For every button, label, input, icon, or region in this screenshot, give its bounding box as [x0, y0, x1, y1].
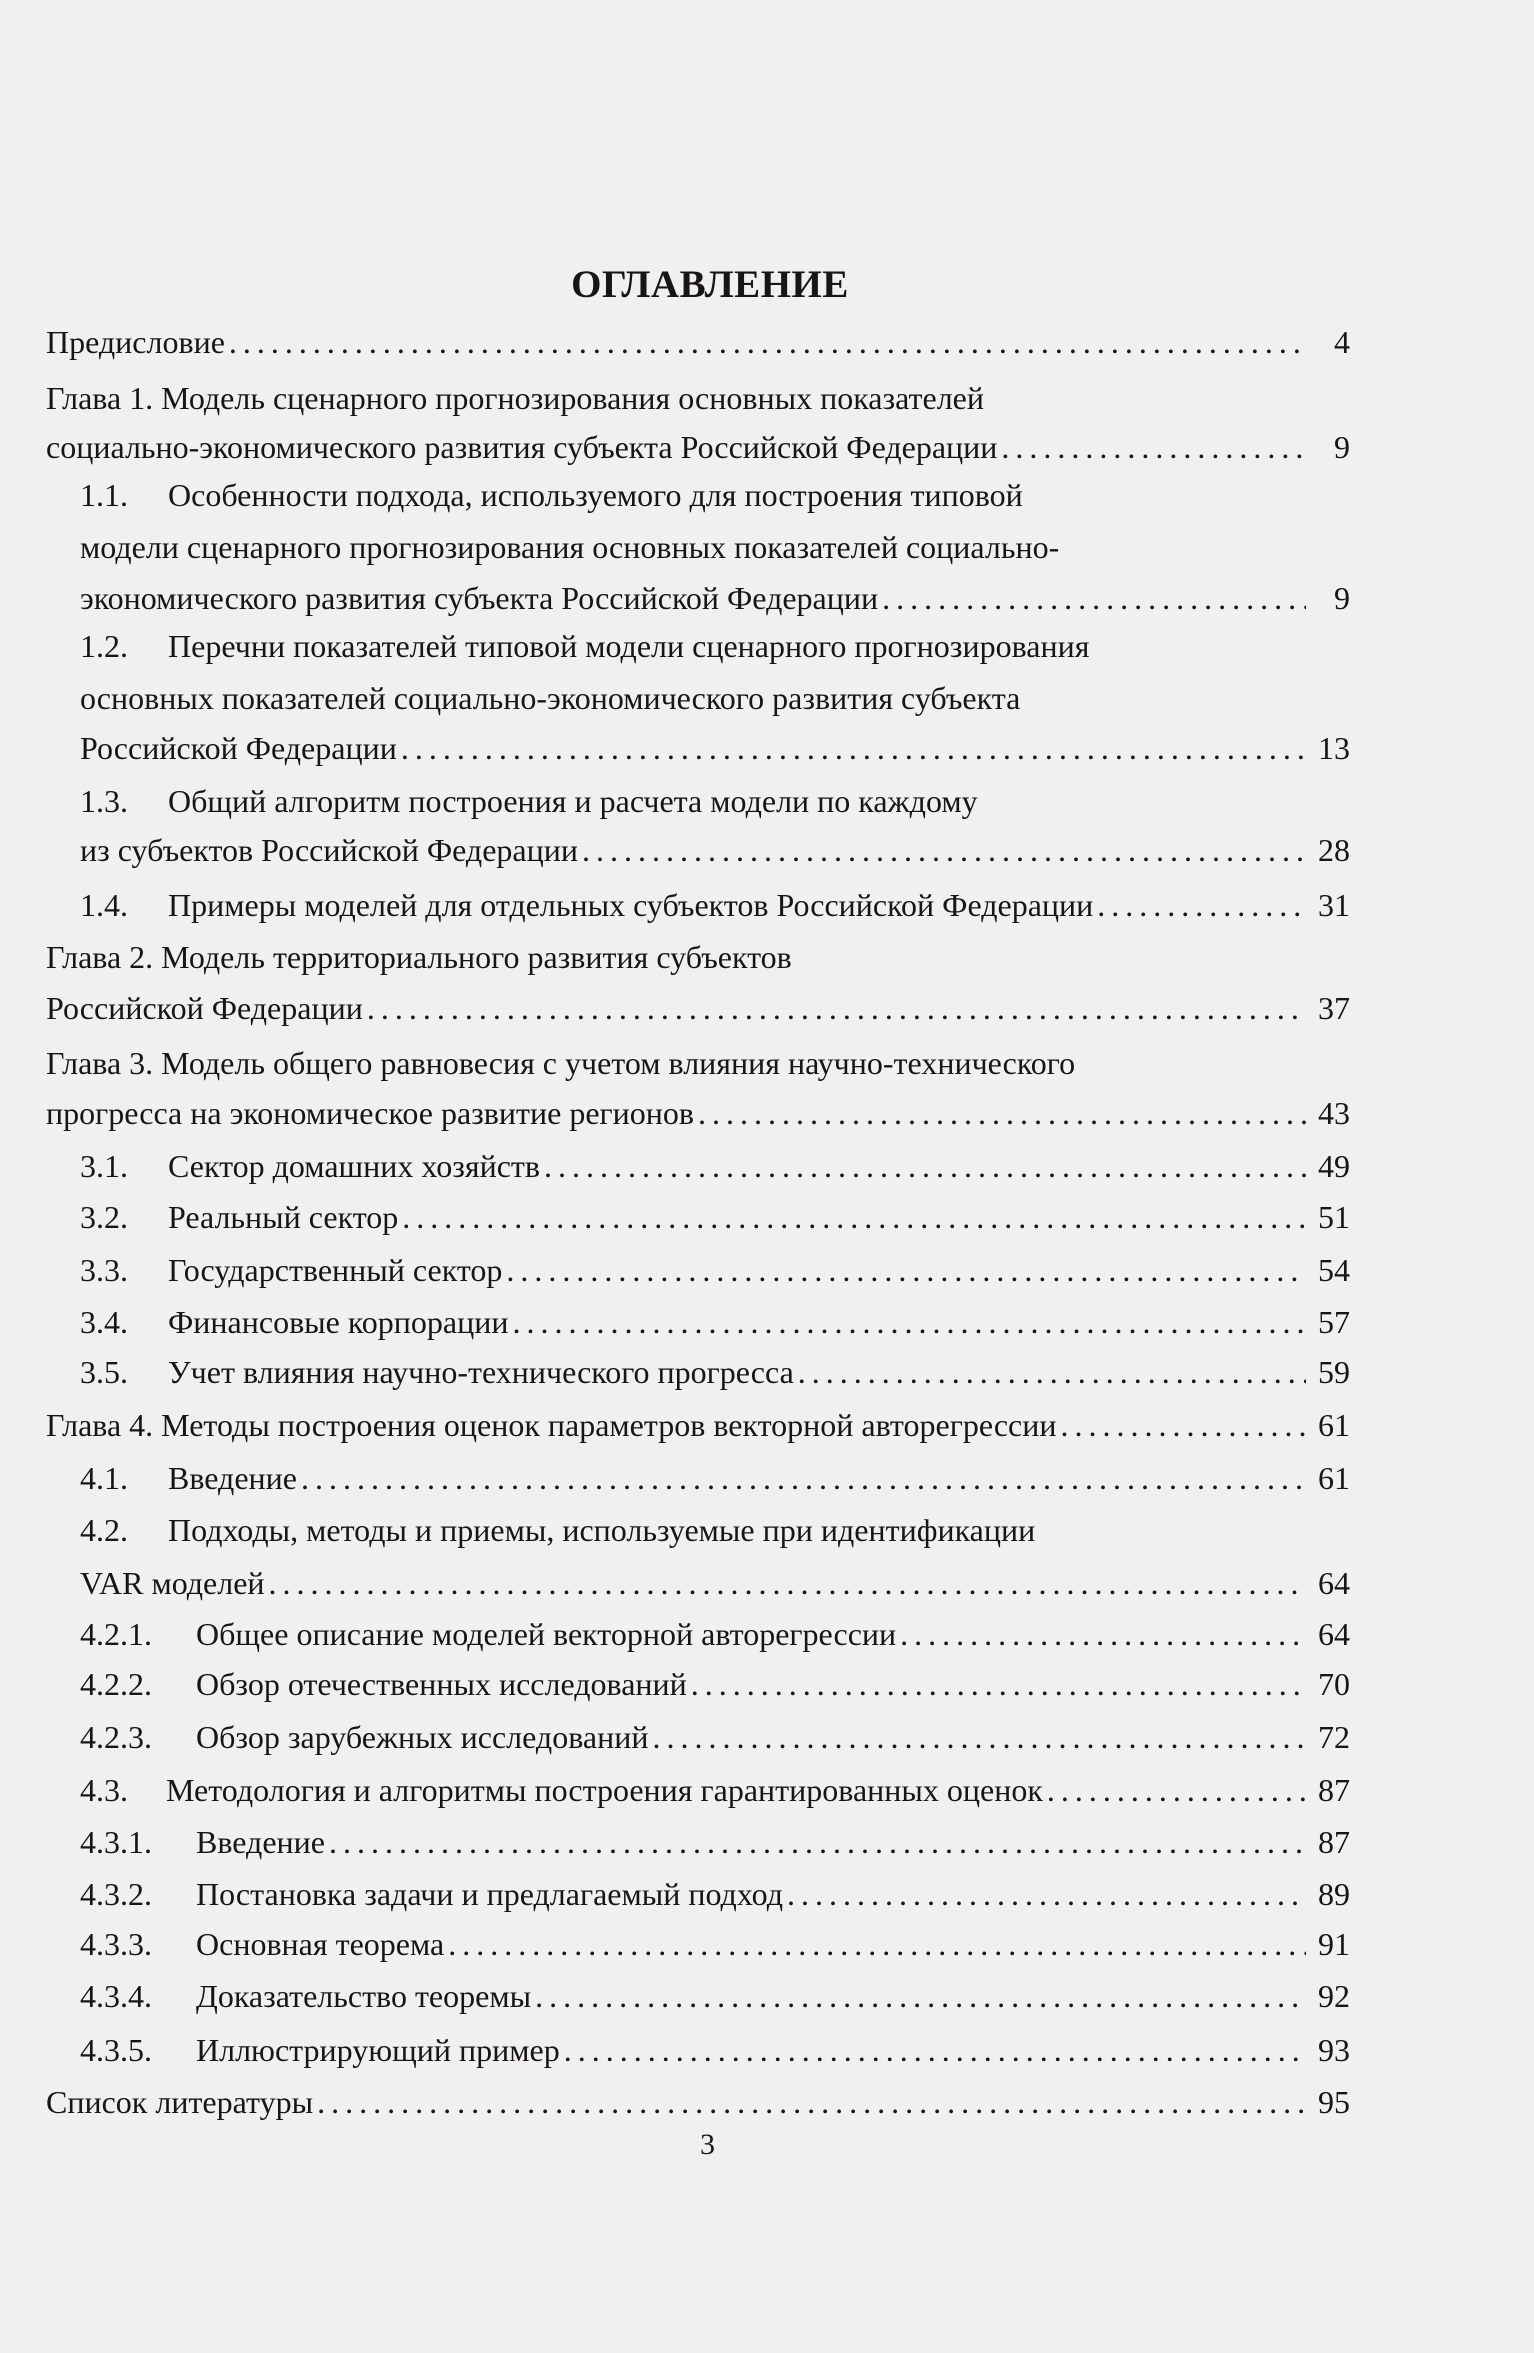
toc-entry-page: 95 [1318, 2084, 1350, 2120]
toc-entry-text: Постановка задачи и предлагаемый подход [196, 1876, 783, 1912]
toc-entry [80, 626, 1089, 666]
toc-entry [80, 1717, 1350, 1757]
toc-entry-text: Сектор домашних хозяйств [168, 1148, 540, 1184]
dot-leader [900, 1614, 1306, 1654]
toc-entry-page: 72 [1318, 1719, 1350, 1755]
toc-entry-text: Глава 1. Модель сценарного прогнозирования основных показателей [46, 380, 984, 416]
toc-entry-text: Подходы, методы и приемы, используемые при идентификации [168, 1512, 1036, 1548]
toc-entry [80, 1874, 1350, 1914]
toc-entry-number: 3.5. [80, 1354, 128, 1390]
page-number: 3 [700, 2128, 715, 2161]
toc-entry-text: Доказательство теоремы [196, 1978, 532, 2014]
toc-entry [46, 427, 1350, 467]
toc-entry-number: 4.3. [80, 1772, 128, 1808]
dot-leader [1097, 885, 1306, 925]
toc-entry-text: Глава 2. Модель территориального развития субъектов [46, 939, 792, 975]
toc-entry-number: 4.1. [80, 1460, 128, 1496]
toc-entry-text: Введение [168, 1460, 297, 1496]
toc-title: ОГЛАВЛЕНИЕ [571, 263, 849, 306]
dot-leader [1001, 427, 1306, 467]
toc-entry [80, 578, 1350, 618]
toc-entry-text: Методология и алгоритмы построения гарантированных оценок [166, 1772, 1043, 1808]
toc-entry-text: Обзор зарубежных исследований [196, 1719, 649, 1755]
dot-leader [401, 728, 1306, 768]
dot-leader [448, 1924, 1306, 1964]
toc-entry [80, 830, 1350, 870]
dot-leader [506, 1250, 1306, 1290]
toc-entry [46, 322, 1350, 362]
toc-entry-number: 4.2.2. [80, 1666, 152, 1702]
toc-entry [80, 885, 1350, 925]
toc-entry-page: 4 [1334, 324, 1350, 360]
toc-entry-page: 64 [1318, 1616, 1350, 1652]
toc-entry-text: Российской Федерации [80, 730, 397, 766]
dot-leader [402, 1197, 1306, 1237]
toc-entry-number: 3.1. [80, 1148, 128, 1184]
toc-entry [80, 475, 1023, 515]
toc-entry-text: основных показателей социально-экономического развития субъекта [80, 680, 1021, 716]
dot-leader [367, 988, 1306, 1028]
toc-entry-number: 4.3.5. [80, 2032, 152, 2068]
toc-entry-text: Финансовые корпорации [168, 1304, 509, 1340]
toc-entry-page: 13 [1318, 730, 1350, 766]
toc-entry [80, 1614, 1350, 1654]
toc-entry [80, 1770, 1350, 1810]
toc-entry [80, 1250, 1350, 1290]
toc-entry-number: 1.2. [80, 628, 128, 664]
toc-entry-number: 3.2. [80, 1199, 128, 1235]
toc-entry-text: модели сценарного прогнозирования основных показателей социально- [80, 529, 1060, 565]
toc-entry-page: 54 [1318, 1252, 1350, 1288]
dot-leader [1060, 1405, 1306, 1445]
toc-entry-page: 87 [1318, 1772, 1350, 1808]
toc-entry-text: Обзор отечественных исследований [196, 1666, 687, 1702]
dot-leader [798, 1352, 1306, 1392]
toc-entry-number: 3.3. [80, 1252, 128, 1288]
toc-entry-page: 43 [1318, 1095, 1350, 1131]
toc-entry-page: 28 [1318, 832, 1350, 868]
toc-entry-number: 4.2. [80, 1512, 128, 1548]
toc-entry-page: 51 [1318, 1199, 1350, 1235]
toc-entry [80, 781, 978, 821]
dot-leader [1047, 1770, 1306, 1810]
dot-leader [544, 1146, 1306, 1186]
toc-entry [80, 1664, 1350, 1704]
toc-entry-number: 4.3.2. [80, 1876, 152, 1912]
toc-entry-text: Список литературы [46, 2084, 314, 2120]
toc-entry-page: 87 [1318, 1824, 1350, 1860]
toc-entry [80, 728, 1350, 768]
toc-entry-text: Введение [196, 1824, 325, 1860]
toc-entry-page: 93 [1318, 2032, 1350, 2068]
toc-entry-text: Общий алгоритм построения и расчета модели по каждому [168, 783, 978, 819]
toc-entry-number: 4.2.3. [80, 1719, 152, 1755]
dot-leader [787, 1874, 1306, 1914]
dot-leader [652, 1717, 1306, 1757]
toc-entry-number: 3.4. [80, 1304, 128, 1340]
toc-entry-text: Учет влияния научно-технического прогресса [168, 1354, 794, 1390]
toc-entry-text: Перечни показателей типовой модели сценарного прогнозирования [168, 628, 1090, 664]
toc-entry-page: 64 [1318, 1565, 1350, 1601]
toc-entry-number: 1.3. [80, 783, 128, 819]
toc-entry [80, 1976, 1350, 2016]
toc-entry-number: 4.3.1. [80, 1824, 152, 1860]
toc-entry-number: 1.1. [80, 477, 128, 513]
toc-entry-page: 61 [1318, 1407, 1350, 1443]
toc-entry-text: Глава 4. Методы построения оценок параметров векторной авторегрессии [46, 1407, 1057, 1443]
toc-entry-page: 70 [1318, 1666, 1350, 1702]
toc-entry-text: Глава 3. Модель общего равновесия с учетом влияния научно-технического [46, 1045, 1076, 1081]
dot-leader [269, 1563, 1306, 1603]
toc-entry-number: 4.3.3. [80, 1926, 152, 1962]
toc-entry-page: 49 [1318, 1148, 1350, 1184]
toc-entry-text: VAR моделей [80, 1565, 265, 1601]
toc-entry [46, 988, 1350, 1028]
toc-entry-text: Общее описание моделей векторной авторегрессии [196, 1616, 897, 1652]
toc-entry [80, 1146, 1350, 1186]
toc-entry-text: социально-экономического развития субъекта Российской Федерации [46, 429, 998, 465]
toc-entry [46, 2082, 1350, 2122]
toc-entry-text: из субъектов Российской Федерации [80, 832, 578, 868]
toc-entry-number: 1.4. [80, 887, 128, 923]
dot-leader [698, 1093, 1306, 1133]
toc-entry [46, 1043, 1075, 1083]
dot-leader [564, 2030, 1306, 2070]
toc-entry [46, 1405, 1350, 1445]
toc-entry-number: 4.3.4. [80, 1978, 152, 2014]
dot-leader [582, 830, 1306, 870]
toc-entry-page: 59 [1318, 1354, 1350, 1390]
toc-entry-page: 9 [1334, 429, 1350, 465]
toc-entry-page: 91 [1318, 1926, 1350, 1962]
toc-entry-text: Примеры моделей для отдельных субъектов Российской Федерации [168, 887, 1094, 923]
dot-leader [301, 1458, 1306, 1498]
dot-leader [317, 2082, 1306, 2122]
toc-entry [80, 1302, 1350, 1342]
toc-entry-text: Предисловие [46, 324, 225, 360]
toc-entry-page: 57 [1318, 1304, 1350, 1340]
toc-entry-text: Особенности подхода, используемого для построения типовой [168, 477, 1023, 513]
dot-leader [535, 1976, 1306, 2016]
toc-entry-page: 89 [1318, 1876, 1350, 1912]
toc-entry-page: 31 [1318, 887, 1350, 923]
toc-entry-page: 92 [1318, 1978, 1350, 2014]
toc-entry-page: 61 [1318, 1460, 1350, 1496]
toc-entry [80, 1510, 1035, 1550]
dot-leader [229, 322, 1306, 362]
toc-entry [46, 378, 984, 418]
toc-entry [80, 1563, 1350, 1603]
toc-entry [80, 1458, 1350, 1498]
toc-entry-text: Российской Федерации [46, 990, 363, 1026]
toc-entry-text: прогресса на экономическое развитие регионов [46, 1095, 695, 1131]
toc-entry [80, 1924, 1350, 1964]
toc-entry-page: 37 [1318, 990, 1350, 1026]
toc-entry-page: 9 [1334, 580, 1350, 616]
toc-entry-text: Реальный сектор [168, 1199, 399, 1235]
toc-entry [80, 1197, 1350, 1237]
toc-entry [80, 1822, 1350, 1862]
dot-leader [513, 1302, 1307, 1342]
dot-leader [882, 578, 1306, 618]
toc-entry-text: экономического развития субъекта Российской Федерации [80, 580, 879, 616]
toc-entry [80, 1352, 1350, 1392]
toc-entry [80, 2030, 1350, 2070]
toc-entry-number: 4.2.1. [80, 1616, 152, 1652]
toc-entry-text: Основная теорема [196, 1926, 445, 1962]
toc-entry [46, 937, 792, 977]
dot-leader [329, 1822, 1306, 1862]
toc-entry-text: Государственный сектор [168, 1252, 503, 1288]
dot-leader [691, 1664, 1306, 1704]
toc-entry-text: Иллюстрирующий пример [196, 2032, 560, 2068]
toc-entry [46, 1093, 1350, 1133]
toc-entry [80, 678, 1020, 718]
toc-entry [80, 527, 1059, 567]
